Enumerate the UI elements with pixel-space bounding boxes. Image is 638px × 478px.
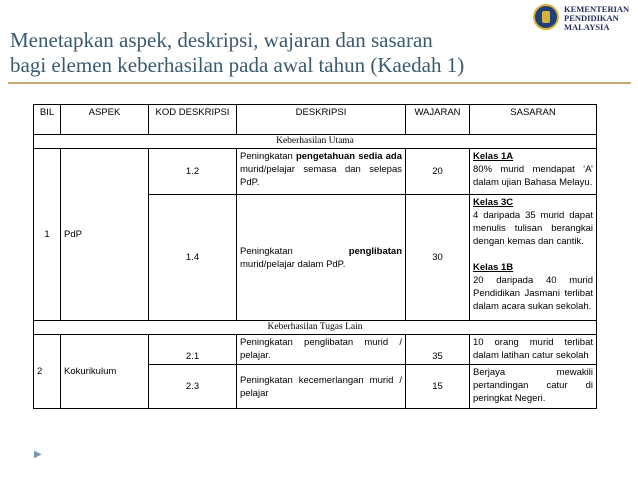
slide-title-line1: Menetapkan aspek, deskripsi, wajaran dan sasaran — [10, 28, 433, 52]
deskripsi-cell: Peningkatan kecemerlangan murid / pelajar — [237, 365, 406, 409]
triangle-bullet-icon: ▶ — [34, 449, 42, 460]
deskripsi-text: Peningkatan — [240, 245, 349, 257]
deskripsi-bold: penglibatan — [348, 245, 402, 257]
target-heading: Kelas 1B — [473, 262, 514, 273]
deskripsi-cell — [237, 149, 406, 195]
header-deskripsi: DESKRIPSI — [237, 105, 406, 135]
logo-line2: PENDIDIKAN — [564, 13, 619, 23]
sasaran-cell: Berjaya mewakili pertandingan catur di peringkat Negeri. — [470, 365, 597, 409]
wajaran-cell: 20 — [406, 149, 470, 195]
kpm-logo — [533, 2, 637, 34]
section-keberhasilan-utama: Keberhasilan Utama — [34, 135, 597, 149]
title-divider — [8, 82, 631, 84]
header-row — [34, 105, 597, 135]
target-heading: Kelas 3C — [473, 197, 514, 208]
deskripsi-cell — [237, 195, 406, 321]
table-row — [34, 335, 597, 365]
sasaran-cell — [470, 195, 597, 321]
sasaran-cell: 10 orang murid terlibat dalam latihan catur sekolah — [470, 335, 597, 365]
section-row — [34, 321, 597, 335]
aspek-cell: Kokurikulum — [61, 335, 149, 409]
kod-cell: 1.4 — [149, 195, 237, 321]
deskripsi-cell: Peningkatan penglibatan murid / pelajar. — [237, 335, 406, 365]
header-sasaran: SASARAN — [470, 105, 597, 135]
target-text: 4 daripada 35 murid dapat menulis tulisan berangkai dengan kemas dan cantik. — [473, 210, 593, 247]
deskripsi-text: Peningkatan — [240, 151, 296, 162]
deskripsi-text: murid/pelajar dalam PdP. — [240, 258, 346, 270]
bil-cell: 1 — [34, 149, 61, 321]
header-aspek: ASPEK — [61, 105, 149, 135]
crest-icon — [533, 4, 559, 30]
logo-line3: MALAYSIA — [564, 22, 610, 32]
kod-cell: 2.1 — [149, 335, 237, 365]
deskripsi-text: murid/pelajar semasa dan selepas PdP. — [240, 164, 402, 188]
wajaran-cell: 30 — [406, 195, 470, 321]
target-text: 20 daripada 40 murid Pendidikan Jasmani terlibat dalam acara sukan sekolah. — [473, 275, 593, 312]
kod-cell: 1.2 — [149, 149, 237, 195]
deskripsi-bold: pengetahuan sedia ada — [295, 151, 402, 162]
table-row — [34, 149, 597, 195]
bil-cell: 2 — [34, 335, 61, 409]
slide-title — [10, 28, 570, 78]
kod-cell: 2.3 — [149, 365, 237, 409]
target-text: 80% murid mendapat ‘A’ dalam ujian Bahasa Melayu. — [473, 164, 593, 188]
wajaran-cell: 15 — [406, 365, 470, 409]
aspek-cell: PdP — [61, 149, 149, 321]
wajaran-cell: 35 — [406, 335, 470, 365]
slide-title-line2: bagi elemen keberhasilan pada awal tahun (Kaedah 1) — [10, 53, 465, 77]
header-bil: BIL — [34, 105, 61, 135]
target-heading: Kelas 1A — [473, 151, 514, 162]
header-wajaran: WAJARAN — [406, 105, 470, 135]
header-kod: KOD DESKRIPSI — [149, 105, 237, 135]
section-keberhasilan-tugas-lain: Keberhasilan Tugas Lain — [34, 321, 597, 335]
section-row — [34, 135, 597, 149]
sasaran-cell — [470, 149, 597, 195]
target-table — [33, 104, 597, 409]
logo-line1: KEMENTERIAN — [564, 4, 630, 14]
